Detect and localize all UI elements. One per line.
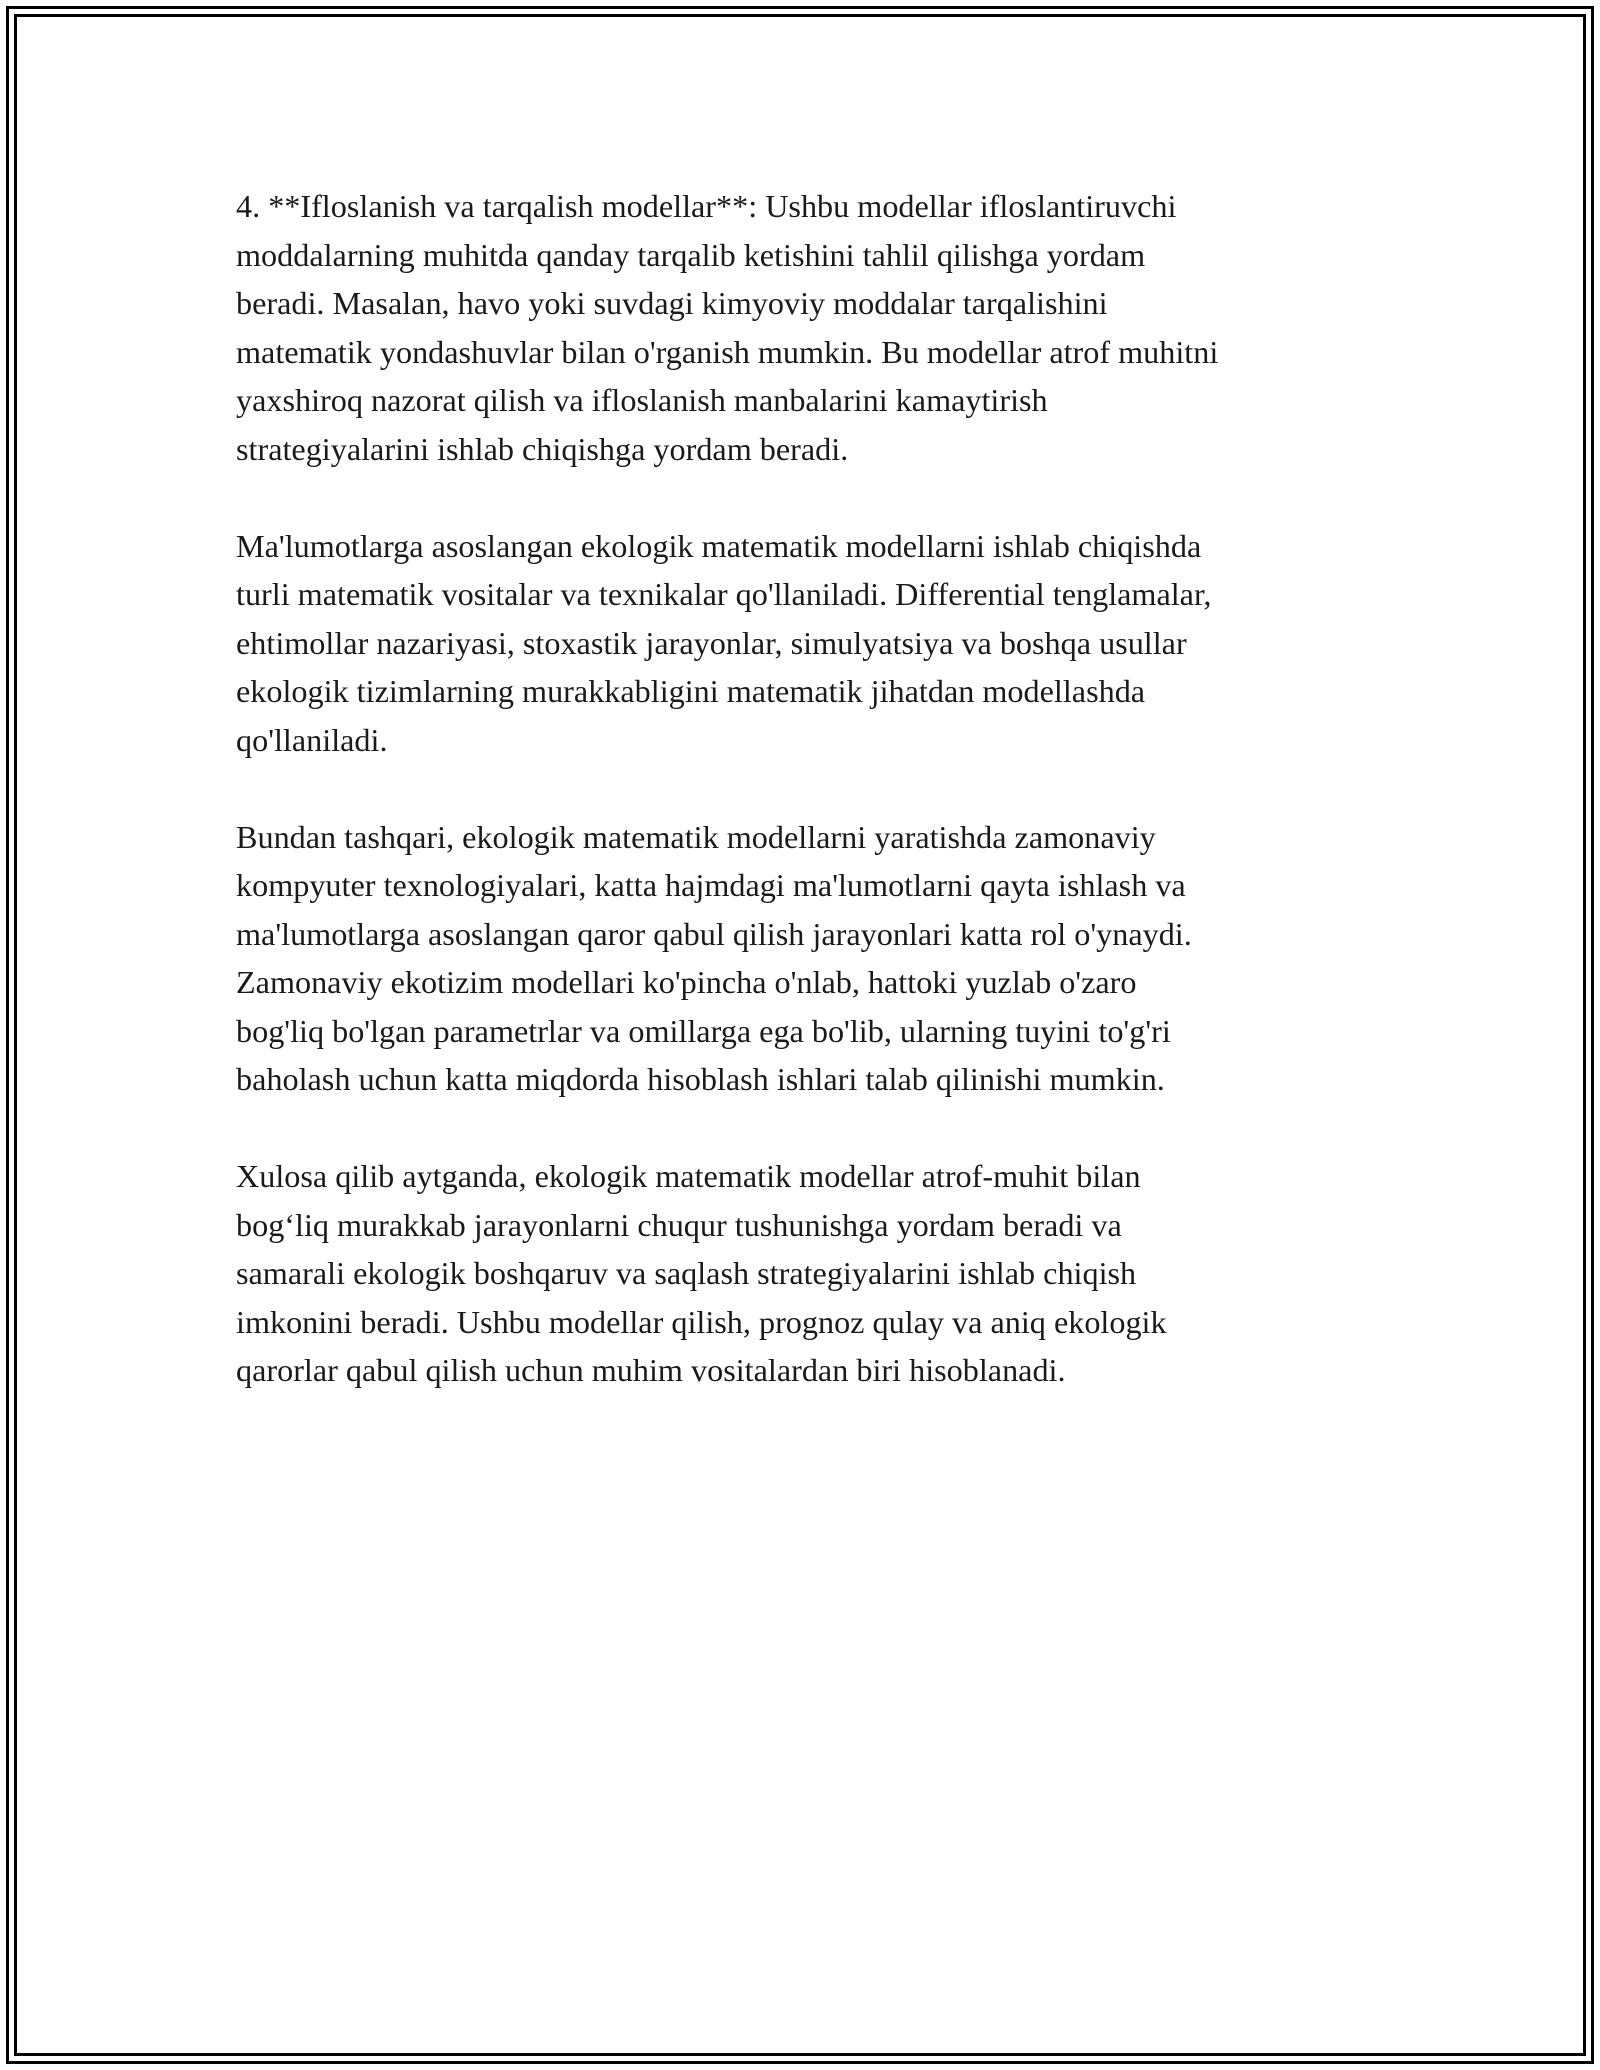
- paragraph-pollution-models: 4. **Ifloslanish va tarqalish modellar**: Ushbu modellar ifloslantiruvchi moddalarning muhitda qanday tarqalib ketishini tahlil qilishga yordam beradi. Masalan, havo yoki suvdagi kimyoviy moddalar tarqalishini matematik yondashuvlar bilan o'rganish mumkin. Bu modellar atrof muhitni yaxshiroq nazorat qilish va ifloslanish manbalarini kamaytirish strategiyalarini ishlab chiqishga yordam beradi.: [236, 188, 1219, 467]
- paragraph-computer-technologies: Bundan tashqari, ekologik matematik modellarni yaratishda zamonaviy kompyuter texnologiyalari, katta hajmdagi ma'lumotlarni qayta ishlash va ma'lumotlarga asoslangan qaror qabul qilish jarayonlari katta rol o'ynaydi. Zamonaviy ekotizim modellari ko'pincha o'nlab, hattoki yuzlab o'zaro bog'liq bo'lgan parametrlar va omillarga ega bo'lib, ularning tuyini to'g'ri baholash uchun katta miqdorda hisoblash ishlari talab qilinishi mumkin.: [236, 818, 1192, 1097]
- paragraph-conclusion: Xulosa qilib aytganda, ekologik matematik modellar atrof-muhit bilan bog‘liq murakkab jarayonlarni chuqur tushunishga yordam beradi va samarali ekologik boshqaruv va saqlash strategiyalarini ishlab chiqish imkonini beradi. Ushbu modellar qilish, prognoz qulay va aniq ekologik qarorlar qabul qilish uchun muhim vositalardan biri hisoblanadi.: [236, 1158, 1167, 1388]
- paragraph-mathematical-tools: Ma'lumotlarga asoslangan ekologik matematik modellarni ishlab chiqishda turli matematik vositalar va texnikalar qo'llaniladi. Differential tenglamalar, ehtimollar nazariyasi, stoxastik jarayonlar, simulyatsiya va boshqa usullar ekologik tizimlarning murakkabligini matematik jihatdan modellashda qo'llaniladi.: [236, 527, 1212, 758]
- document-body: [236, 182, 1386, 1443]
